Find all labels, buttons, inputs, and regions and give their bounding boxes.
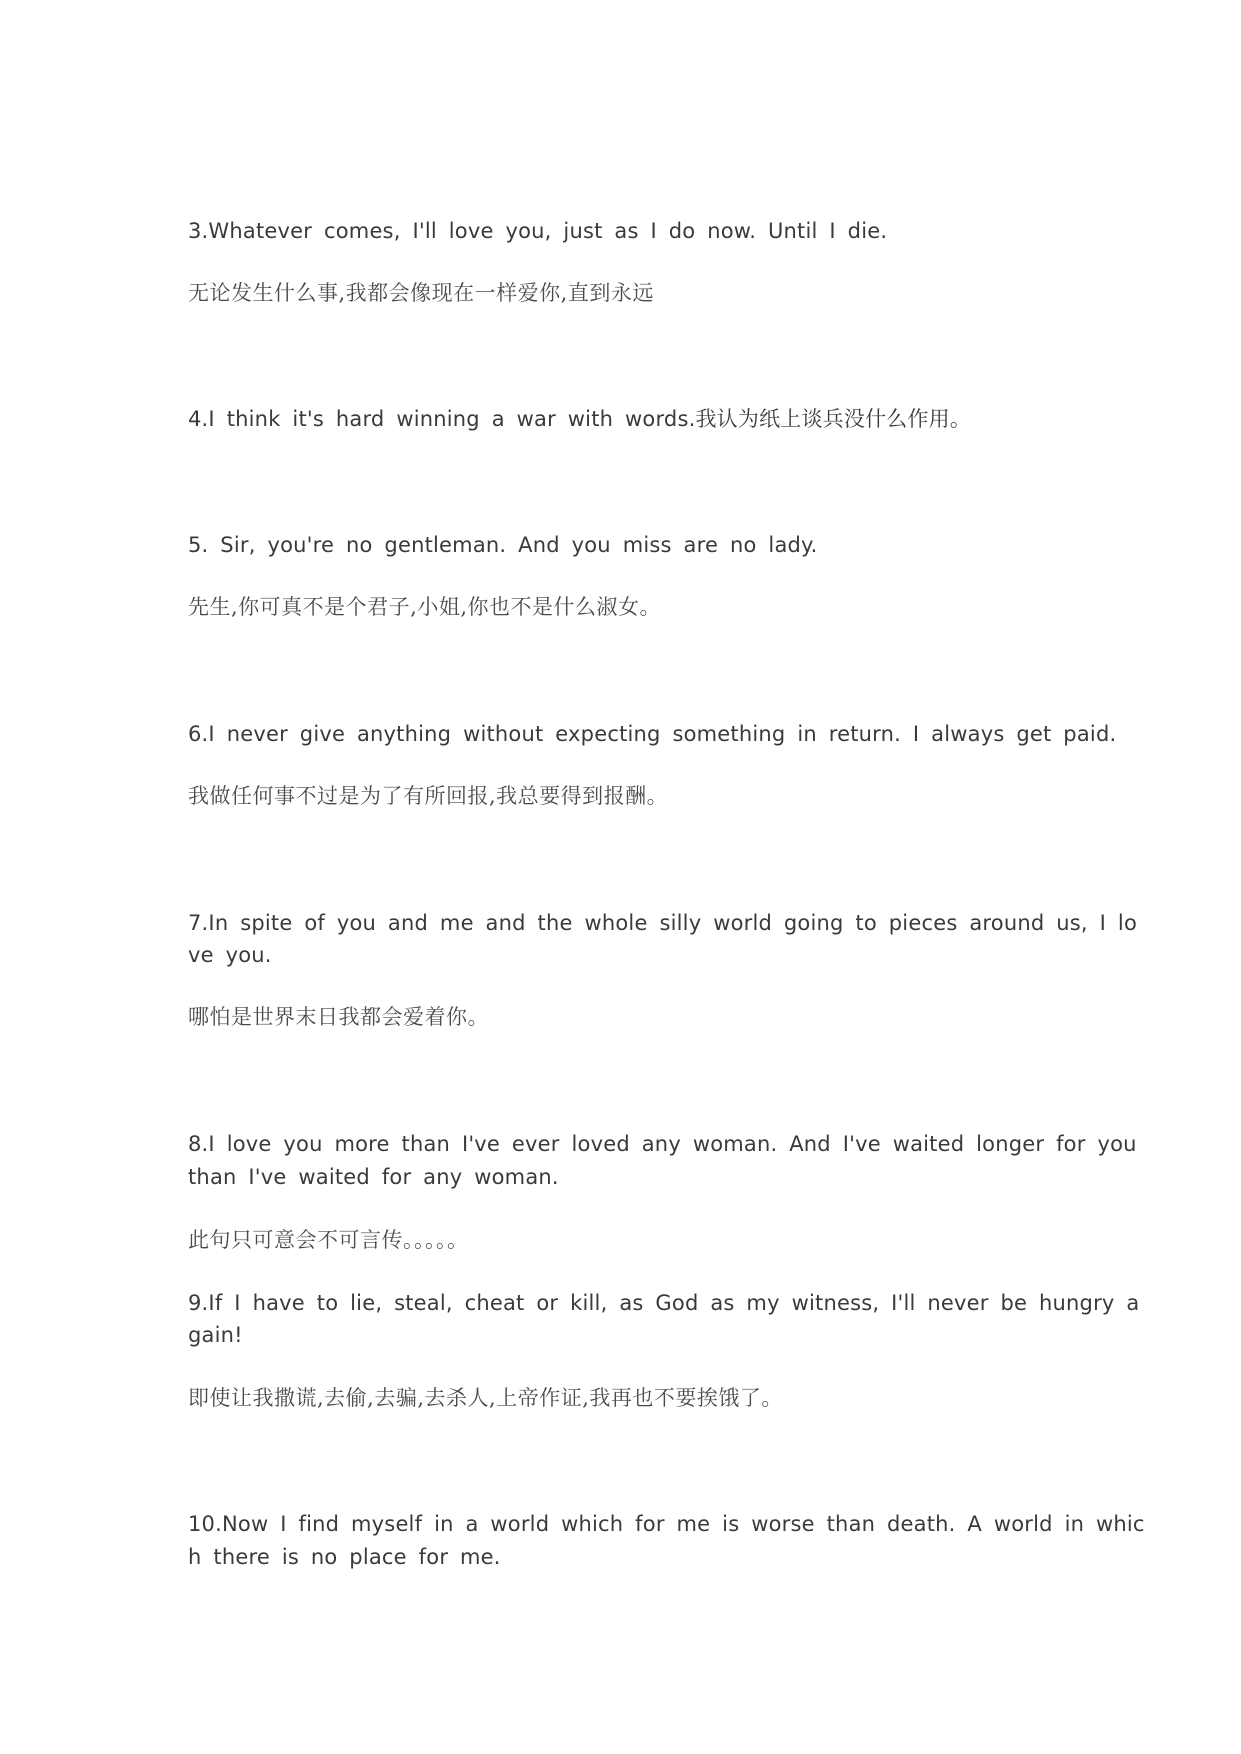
quote-6-chinese: 我做任何事不过是为了有所回报,我总要得到报酬。 — [188, 784, 669, 808]
quote-3-english: 3.Whatever comes, I'll love you, just as I do now. Until I die. — [188, 219, 888, 243]
quote-8-english-line-1: 8.I love you more than I've ever loved any woman. And I've waited longer for you — [188, 1132, 1137, 1156]
quote-9-chinese: 即使让我撒谎,去偷,去骗,去杀人,上帝作证,我再也不要挨饿了。 — [188, 1386, 783, 1410]
quote-10-english-line-2: h there is no place for me. — [188, 1545, 501, 1569]
quote-6-english: 6.I never give anything without expecting something in return. I always get paid. — [188, 722, 1117, 746]
quote-5-english: 5. Sir, you're no gentleman. And you miss are no lady. — [188, 533, 818, 557]
quote-5-chinese: 先生,你可真不是个君子,小姐,你也不是什么淑女。 — [188, 595, 662, 619]
quote-4-text: 4.I think it's hard winning a war with words.我认为纸上谈兵没什么作用。 — [188, 407, 972, 431]
quote-9-english-line-2: gain! — [188, 1323, 243, 1347]
quote-8-english-line-2: than I've waited for any woman. — [188, 1165, 559, 1189]
quote-7-chinese: 哪怕是世界末日我都会爱着你。 — [188, 1005, 489, 1029]
quote-7-english-line-2: ve you. — [188, 943, 272, 967]
quote-7-english-line-1: 7.In spite of you and me and the whole silly world going to pieces around us, I lo — [188, 911, 1138, 935]
quote-3-chinese: 无论发生什么事,我都会像现在一样爱你,直到永远 — [188, 281, 654, 305]
quote-9-english-line-1: 9.If I have to lie, steal, cheat or kill, as God as my witness, I'll never be hungry a — [188, 1291, 1140, 1315]
quote-10-english-line-1: 10.Now I find myself in a world which for me is worse than death. A world in whic — [188, 1512, 1145, 1536]
quote-8-chinese: 此句只可意会不可言传。。。。。 — [188, 1228, 469, 1252]
